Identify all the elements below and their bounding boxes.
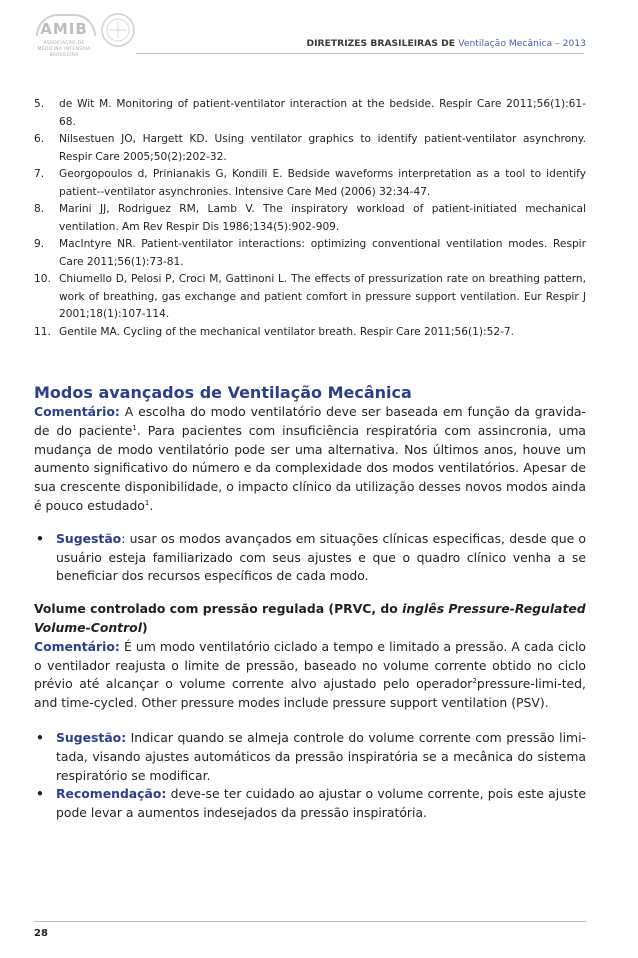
reference-number: 6.	[34, 133, 45, 145]
main-content	[34, 383, 586, 823]
suggestion-label: Sugestão	[56, 530, 122, 546]
reference-number: 8.	[34, 203, 45, 215]
reference-item	[34, 236, 586, 271]
suggestion-bullet	[34, 729, 586, 785]
bullet-icon: •	[36, 729, 44, 745]
reference-list	[34, 96, 586, 341]
seal-logo-icon	[100, 12, 136, 48]
comment-text-a: É um modo ventilatório ciclado a tempo e limitado a pressão. A cada ciclo o ventilador reajusta o limite de pressão, baseado no volume corrente obtido no ciclo prévio até alcançar o volume corrente alvo ajustado pelo operador	[34, 638, 586, 692]
reference-number: 7.	[34, 168, 45, 180]
reference-item	[34, 324, 586, 342]
comment-label: Comentário:	[34, 404, 120, 419]
reference-item	[34, 131, 586, 166]
comment-text-b: . Para pacientes com insuficiência respiratória com assincronia, uma mudança de modo ventilatório pode ser uma alternativa. Nos últimos anos, houve um aumento significativo do número e da complexidade dos modos ventilatórios. Apesar de sua crescente disponibilidade, o impacto clínico da utilização desses novos modos ainda é pouco estudado	[34, 422, 586, 513]
reference-number: 5.	[34, 98, 45, 110]
recommendation-text: deve-se ter cuidado ao ajustar o volume corrente, pois este ajuste pode levar a aumentos indesejados da pressão inspiratória.	[56, 786, 586, 821]
reference-text: de Wit M. Monitoring of patient-ventilator interaction at the bedside. Respir Care 2011;56(1):61-68.	[59, 98, 586, 128]
subsection-comment	[34, 638, 586, 713]
reference-text: Marini JJ, Rodriguez RM, Lamb V. The inspiratory workload of patient-initiated mechanical ventilation. Am Rev Respir Dis 1986;134(5):902-909.	[59, 203, 586, 233]
comment-label: Comentário:	[34, 638, 120, 654]
suggestion-bullet	[34, 530, 586, 586]
amib-logo	[32, 14, 96, 60]
reference-text: Georgopoulos d, Prinianakis G, Kondili E. Bedside waveforms interpretation as a tool to identify patient--ventilator asynchronies. Intensive Care Med (2006) 32:34-47.	[59, 168, 586, 198]
comment-text-b: pressure-limi-ted, and time-cycled. Other pressure modes include pressure support ventilation (PSV).	[34, 676, 586, 711]
citation-superscript: 1	[144, 498, 150, 507]
reference-text: MacIntyre NR. Patient-ventilator interactions: optimizing conventional ventilation modes. Respir Care 2011;56(1):73-81.	[59, 238, 586, 268]
reference-text: Gentile MA. Cycling of the mechanical ventilator breath. Respir Care 2011;56(1):52-7.	[59, 325, 515, 338]
running-title-subtitle: Ventilação Mecânica – 2013	[458, 38, 586, 49]
bullet-icon: •	[36, 786, 44, 802]
section-comment	[34, 403, 586, 516]
citation-superscript: 1	[132, 423, 137, 432]
citation-superscript: 2	[472, 677, 477, 686]
reference-item	[34, 201, 586, 236]
reference-number: 10.	[34, 273, 51, 285]
amib-logo-subtext: ASSOCIAÇÃO DE MEDICINA INTENSIVA BRASILEIRA	[37, 41, 91, 58]
reference-number: 9.	[34, 238, 45, 250]
subsection-title	[34, 600, 586, 638]
header-rule	[136, 53, 584, 54]
comment-text-a: A escolha do modo ventilatório deve ser baseada em função da gravida-de do paciente	[34, 404, 586, 438]
running-title-main: DIRETRIZES BRASILEIRAS DE	[306, 38, 456, 49]
recommendation-bullet	[34, 785, 586, 823]
section-title: Modos avançados de Ventilação Mecânica	[34, 383, 412, 402]
footer-rule	[34, 921, 586, 922]
suggestion-text: Indicar quando se almeja controle do volume corrente com pressão limi-tada, visando ajustes automáticos da pressão inspiratória se a mecânica do sistema respiratório se modificar.	[56, 729, 586, 783]
page-header	[0, 0, 638, 70]
suggestion-text: : usar os modos avançados em situações clínicas especificas, desde que o usuário esteja familiarizado com seus ajustes e que o quadro clínico venha a se beneficiar dos recursos específicos de cada modo.	[56, 530, 586, 584]
reference-item	[34, 166, 586, 201]
page-number: 28	[34, 928, 48, 939]
comment-text-c: .	[149, 497, 154, 513]
running-title	[306, 38, 586, 49]
recommendation-label: Recomendação:	[56, 786, 167, 802]
bullet-icon: •	[36, 530, 44, 546]
reference-item	[34, 271, 586, 324]
subsection-title-italic: inglês Pressure-Regulated Volume-Control	[34, 601, 586, 635]
subsection-title-b: )	[141, 619, 148, 635]
amib-logo-text: AMIB	[40, 20, 88, 38]
subsection-title-a: Volume controlado com pressão regulada (PRVC, do	[34, 601, 403, 617]
reference-text: Chiumello D, Pelosi P, Croci M, Gattinoni L. The effects of pressurization rate on breathing pattern, work of breathing, gas exchange and patient comfort in pressure support ventilation. Eur Respir J 2001;18(1):107-114.	[59, 273, 586, 320]
reference-number: 11.	[34, 325, 51, 338]
reference-text: Nilsestuen JO, Hargett KD. Using ventilator graphics to identify patient-ventilator asynchrony. Respir Care 2005;50(2):202-32.	[59, 133, 586, 163]
suggestion-label: Sugestão:	[56, 729, 127, 745]
reference-item	[34, 96, 586, 131]
